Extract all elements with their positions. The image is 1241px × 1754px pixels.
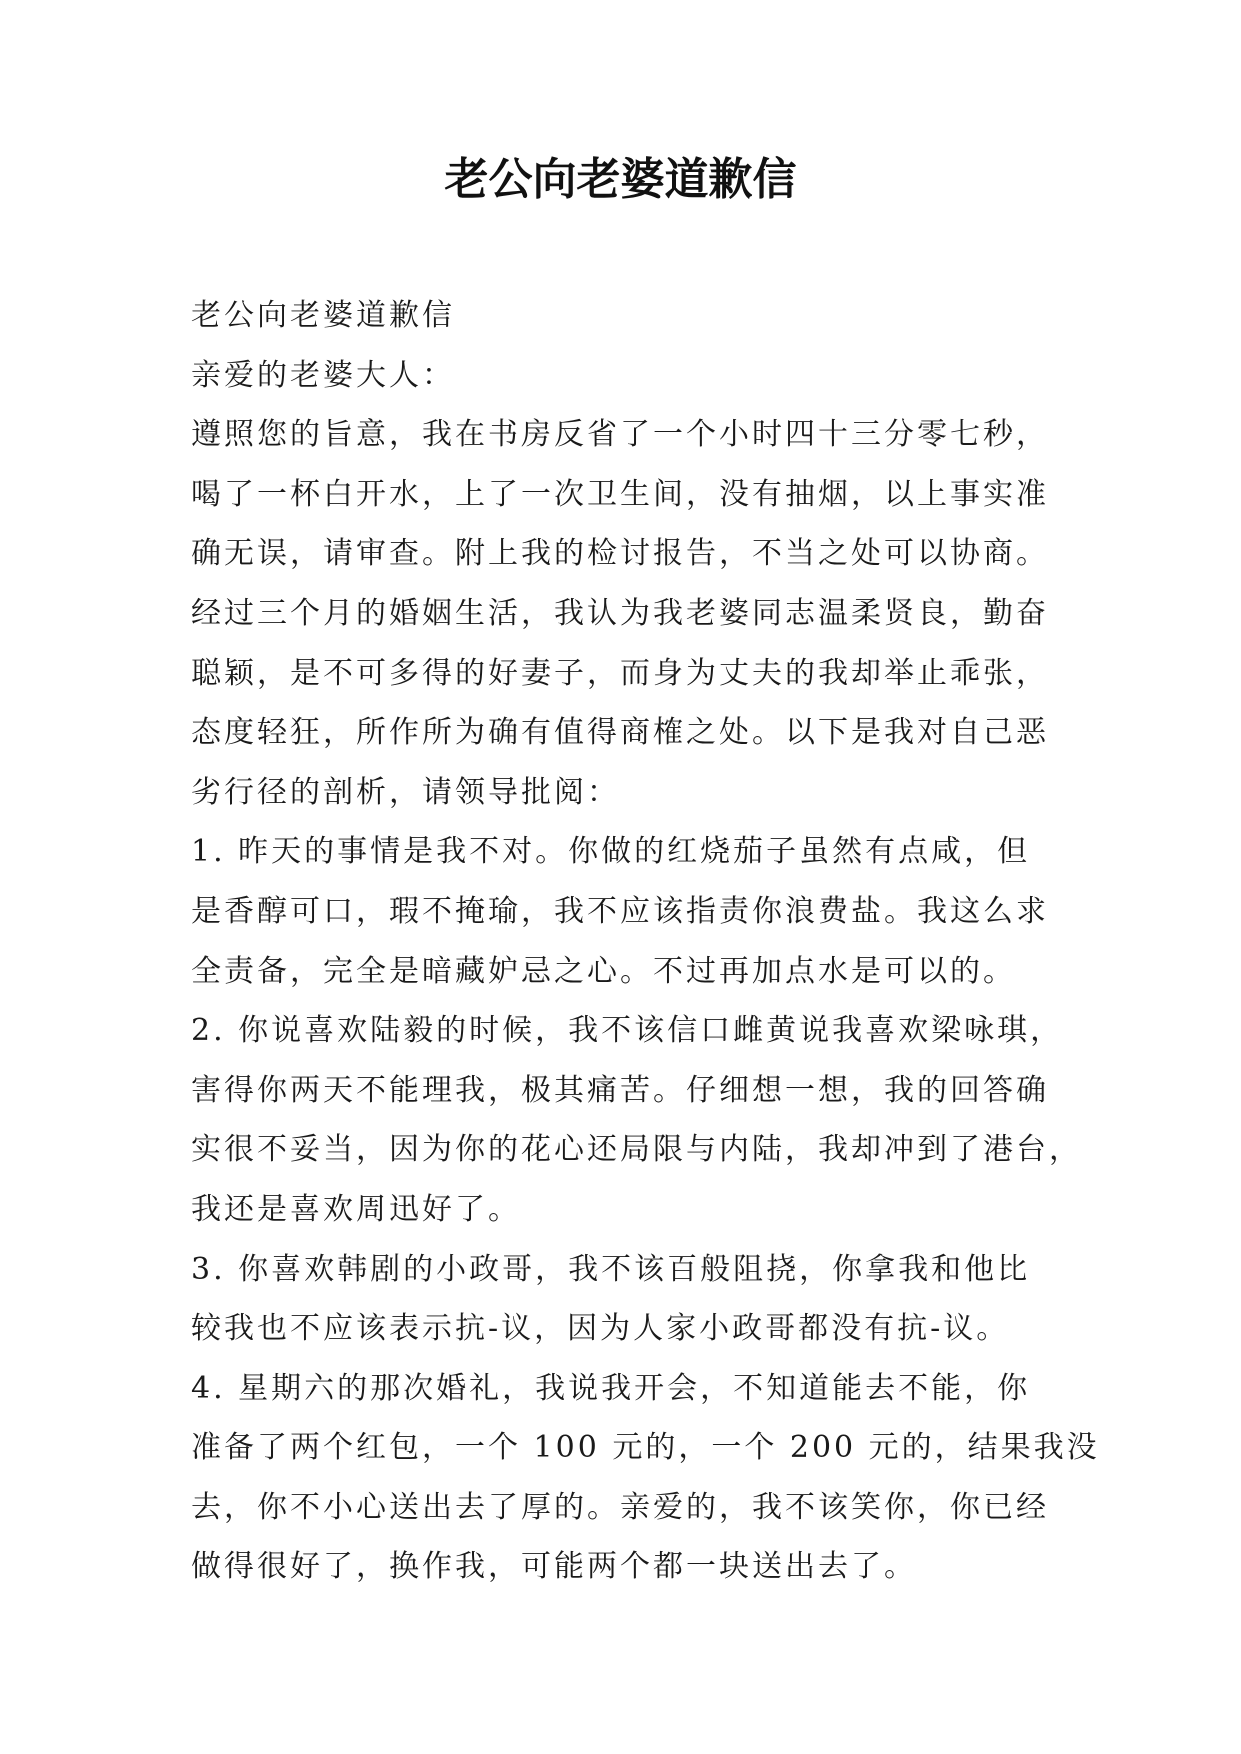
body-line: 喝了一杯白开水，上了一次卫生间，没有抽烟，以上事实准 — [191, 476, 1049, 512]
letter-heading-line: 老公向老婆道歉信 — [191, 298, 455, 333]
list-item-4-line: 4. 星期六的那次婚礼，我说我开会，不知道能去不能，你 — [191, 1370, 1031, 1406]
list-item-1-line: 是香醇可口，瑕不掩瑜，我不应该指责你浪费盐。我这么求 — [191, 893, 1049, 929]
document-title: 老公向老婆道歉信 — [444, 154, 797, 205]
list-item-4-line: 准备了两个红包，一个 100 元的，一个 200 元的，结果我没 — [191, 1430, 1100, 1466]
letter-body — [191, 286, 1100, 1597]
list-item-3-line: 3. 你喜欢韩剧的小政哥，我不该百般阻挠，你拿我和他比 — [191, 1251, 1031, 1287]
list-item-2-line: 实很不妥当，因为你的花心还局限与内陆，我却冲到了港台， — [191, 1132, 1082, 1168]
body-line: 聪颖，是不可多得的好妻子，而身为丈夫的我却举止乖张， — [191, 655, 1049, 691]
body-line: 态度轻狂，所作所为确有值得商榷之处。以下是我对自己恶 — [191, 715, 1049, 751]
list-item-1-line: 1. 昨天的事情是我不对。你做的红烧茄子虽然有点咸，但 — [191, 834, 1031, 870]
list-item-1-line: 全责备，完全是暗藏妒忌之心。不过再加点水是可以的。 — [191, 953, 1016, 989]
list-item-2-line: 2. 你说喜欢陆毅的时候，我不该信口雌黄说我喜欢梁咏琪， — [191, 1013, 1064, 1049]
list-item-2-line: 我还是喜欢周迅好了。 — [191, 1191, 521, 1227]
body-line: 遵照您的旨意，我在书房反省了一个小时四十三分零七秒， — [191, 417, 1049, 453]
list-item-3-line: 较我也不应该表示抗-议，因为人家小政哥都没有抗-议。 — [191, 1311, 1010, 1347]
body-line: 劣行径的剖析，请领导批阅： — [191, 774, 620, 810]
list-item-2-line: 害得你两天不能理我，极其痛苦。仔细想一想，我的回答确 — [191, 1072, 1049, 1108]
list-item-4-line: 做得很好了，换作我，可能两个都一块送出去了。 — [191, 1549, 917, 1585]
body-line: 经过三个月的婚姻生活，我认为我老婆同志温柔贤良，勤奋 — [191, 595, 1049, 631]
salutation-line: 亲爱的老婆大人： — [191, 357, 455, 393]
body-line: 确无误，请审查。附上我的检讨报告，不当之处可以协商。 — [191, 536, 1049, 572]
list-item-4-line: 去，你不小心送出去了厚的。亲爱的，我不该笑你，你已经 — [191, 1489, 1049, 1525]
